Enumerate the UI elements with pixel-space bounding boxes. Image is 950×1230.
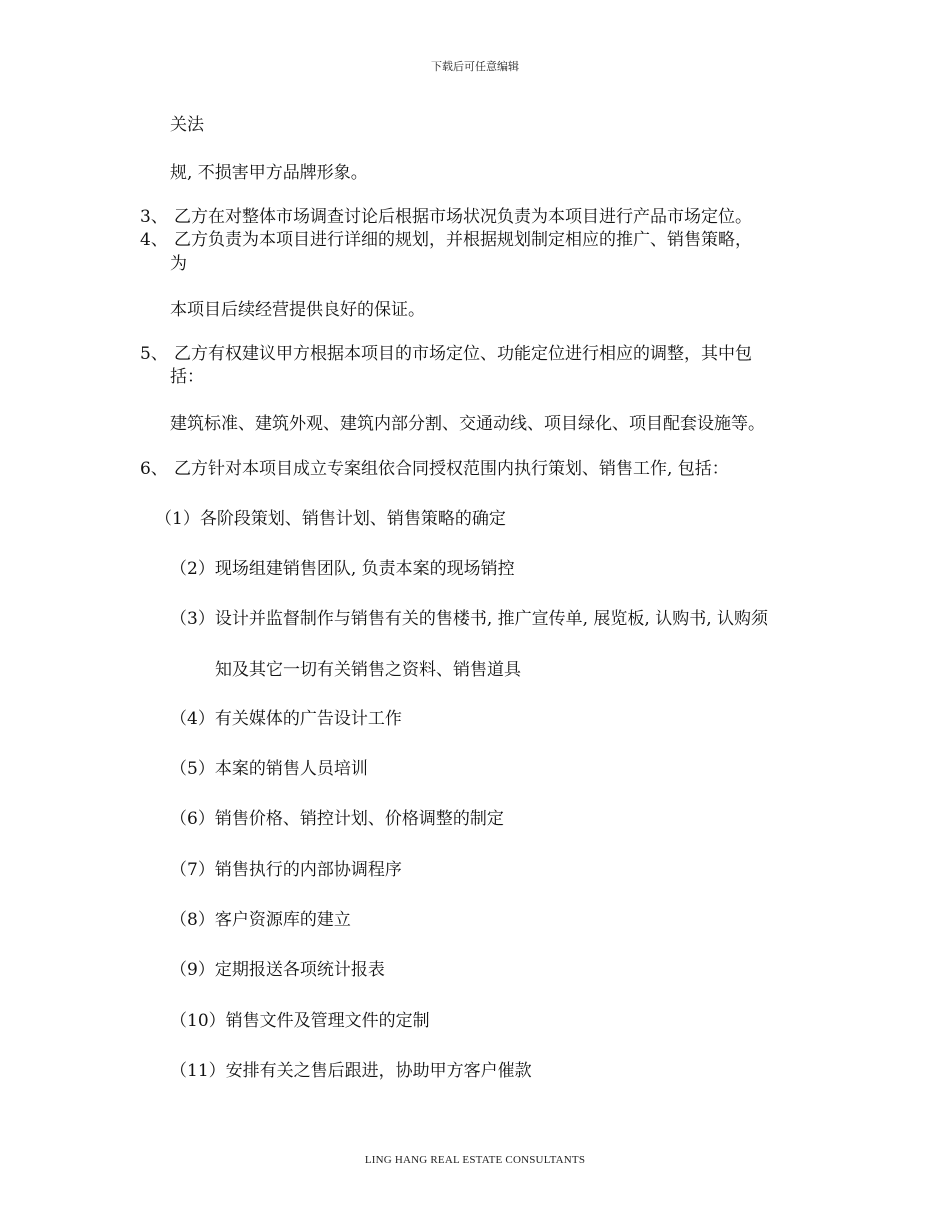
item-4-text: 乙方负责为本项目进行详细的规划，并根据规划制定相应的推广、销售策略， bbox=[174, 230, 752, 250]
item-5-number: 5、 bbox=[140, 344, 168, 364]
sub-item-7: （7）销售执行的内部协调程序 bbox=[170, 860, 402, 880]
item-5-continuation: 建筑标准、建筑外观、建筑内部分割、交通动线、项目绿化、项目配套设施等。 bbox=[170, 414, 765, 434]
item-4-continuation: 本项目后续经营提供良好的保证。 bbox=[170, 300, 425, 320]
sub-item-5: （5）本案的销售人员培训 bbox=[170, 759, 368, 779]
sub-item-10: （10）销售文件及管理文件的定制 bbox=[170, 1011, 430, 1031]
sub-item-8: （8）客户资源库的建立 bbox=[170, 910, 351, 930]
item-3-number: 3、 bbox=[140, 207, 168, 227]
item-6-number: 6、 bbox=[140, 459, 168, 479]
page-footer: LING HANG REAL ESTATE CONSULTANTS bbox=[364, 1154, 586, 1166]
body-line-2: 规, 不损害甲方品牌形象。 bbox=[170, 163, 368, 183]
item-6-text: 乙方针对本项目成立专案组依合同授权范围内执行策划、销售工作, 包括： bbox=[174, 459, 729, 479]
sub-item-3-continuation: 知及其它一切有关销售之资料、销售道具 bbox=[215, 660, 521, 680]
item-5-text: 乙方有权建议甲方根据本项目的市场定位、功能定位进行相应的调整，其中包 bbox=[174, 344, 752, 364]
sub-item-1: （1）各阶段策划、销售计划、销售策略的确定 bbox=[155, 509, 506, 529]
body-line-1: 关法 bbox=[170, 115, 204, 135]
sub-item-4: （4）有关媒体的广告设计工作 bbox=[170, 709, 402, 729]
item-5-wrap: 括： bbox=[170, 367, 204, 387]
item-3-text: 乙方在对整体市场调查讨论后根据市场状况负责为本项目进行产品市场定位。 bbox=[174, 207, 752, 227]
item-4-number: 4、 bbox=[140, 230, 168, 250]
sub-item-2: （2）现场组建销售团队, 负责本案的现场销控 bbox=[170, 559, 515, 579]
item-4-wrap: 为 bbox=[170, 254, 187, 274]
sub-item-11: （11）安排有关之售后跟进，协助甲方客户催款 bbox=[170, 1061, 532, 1081]
sub-item-3: （3）设计并监督制作与销售有关的售楼书, 推广宣传单, 展览板, 认购书, 认购须 bbox=[170, 609, 769, 629]
sub-item-9: （9）定期报送各项统计报表 bbox=[170, 960, 385, 980]
page-header: 下载后可任意编辑 bbox=[431, 60, 519, 73]
sub-item-6: （6）销售价格、销控计划、价格调整的制定 bbox=[170, 809, 504, 829]
